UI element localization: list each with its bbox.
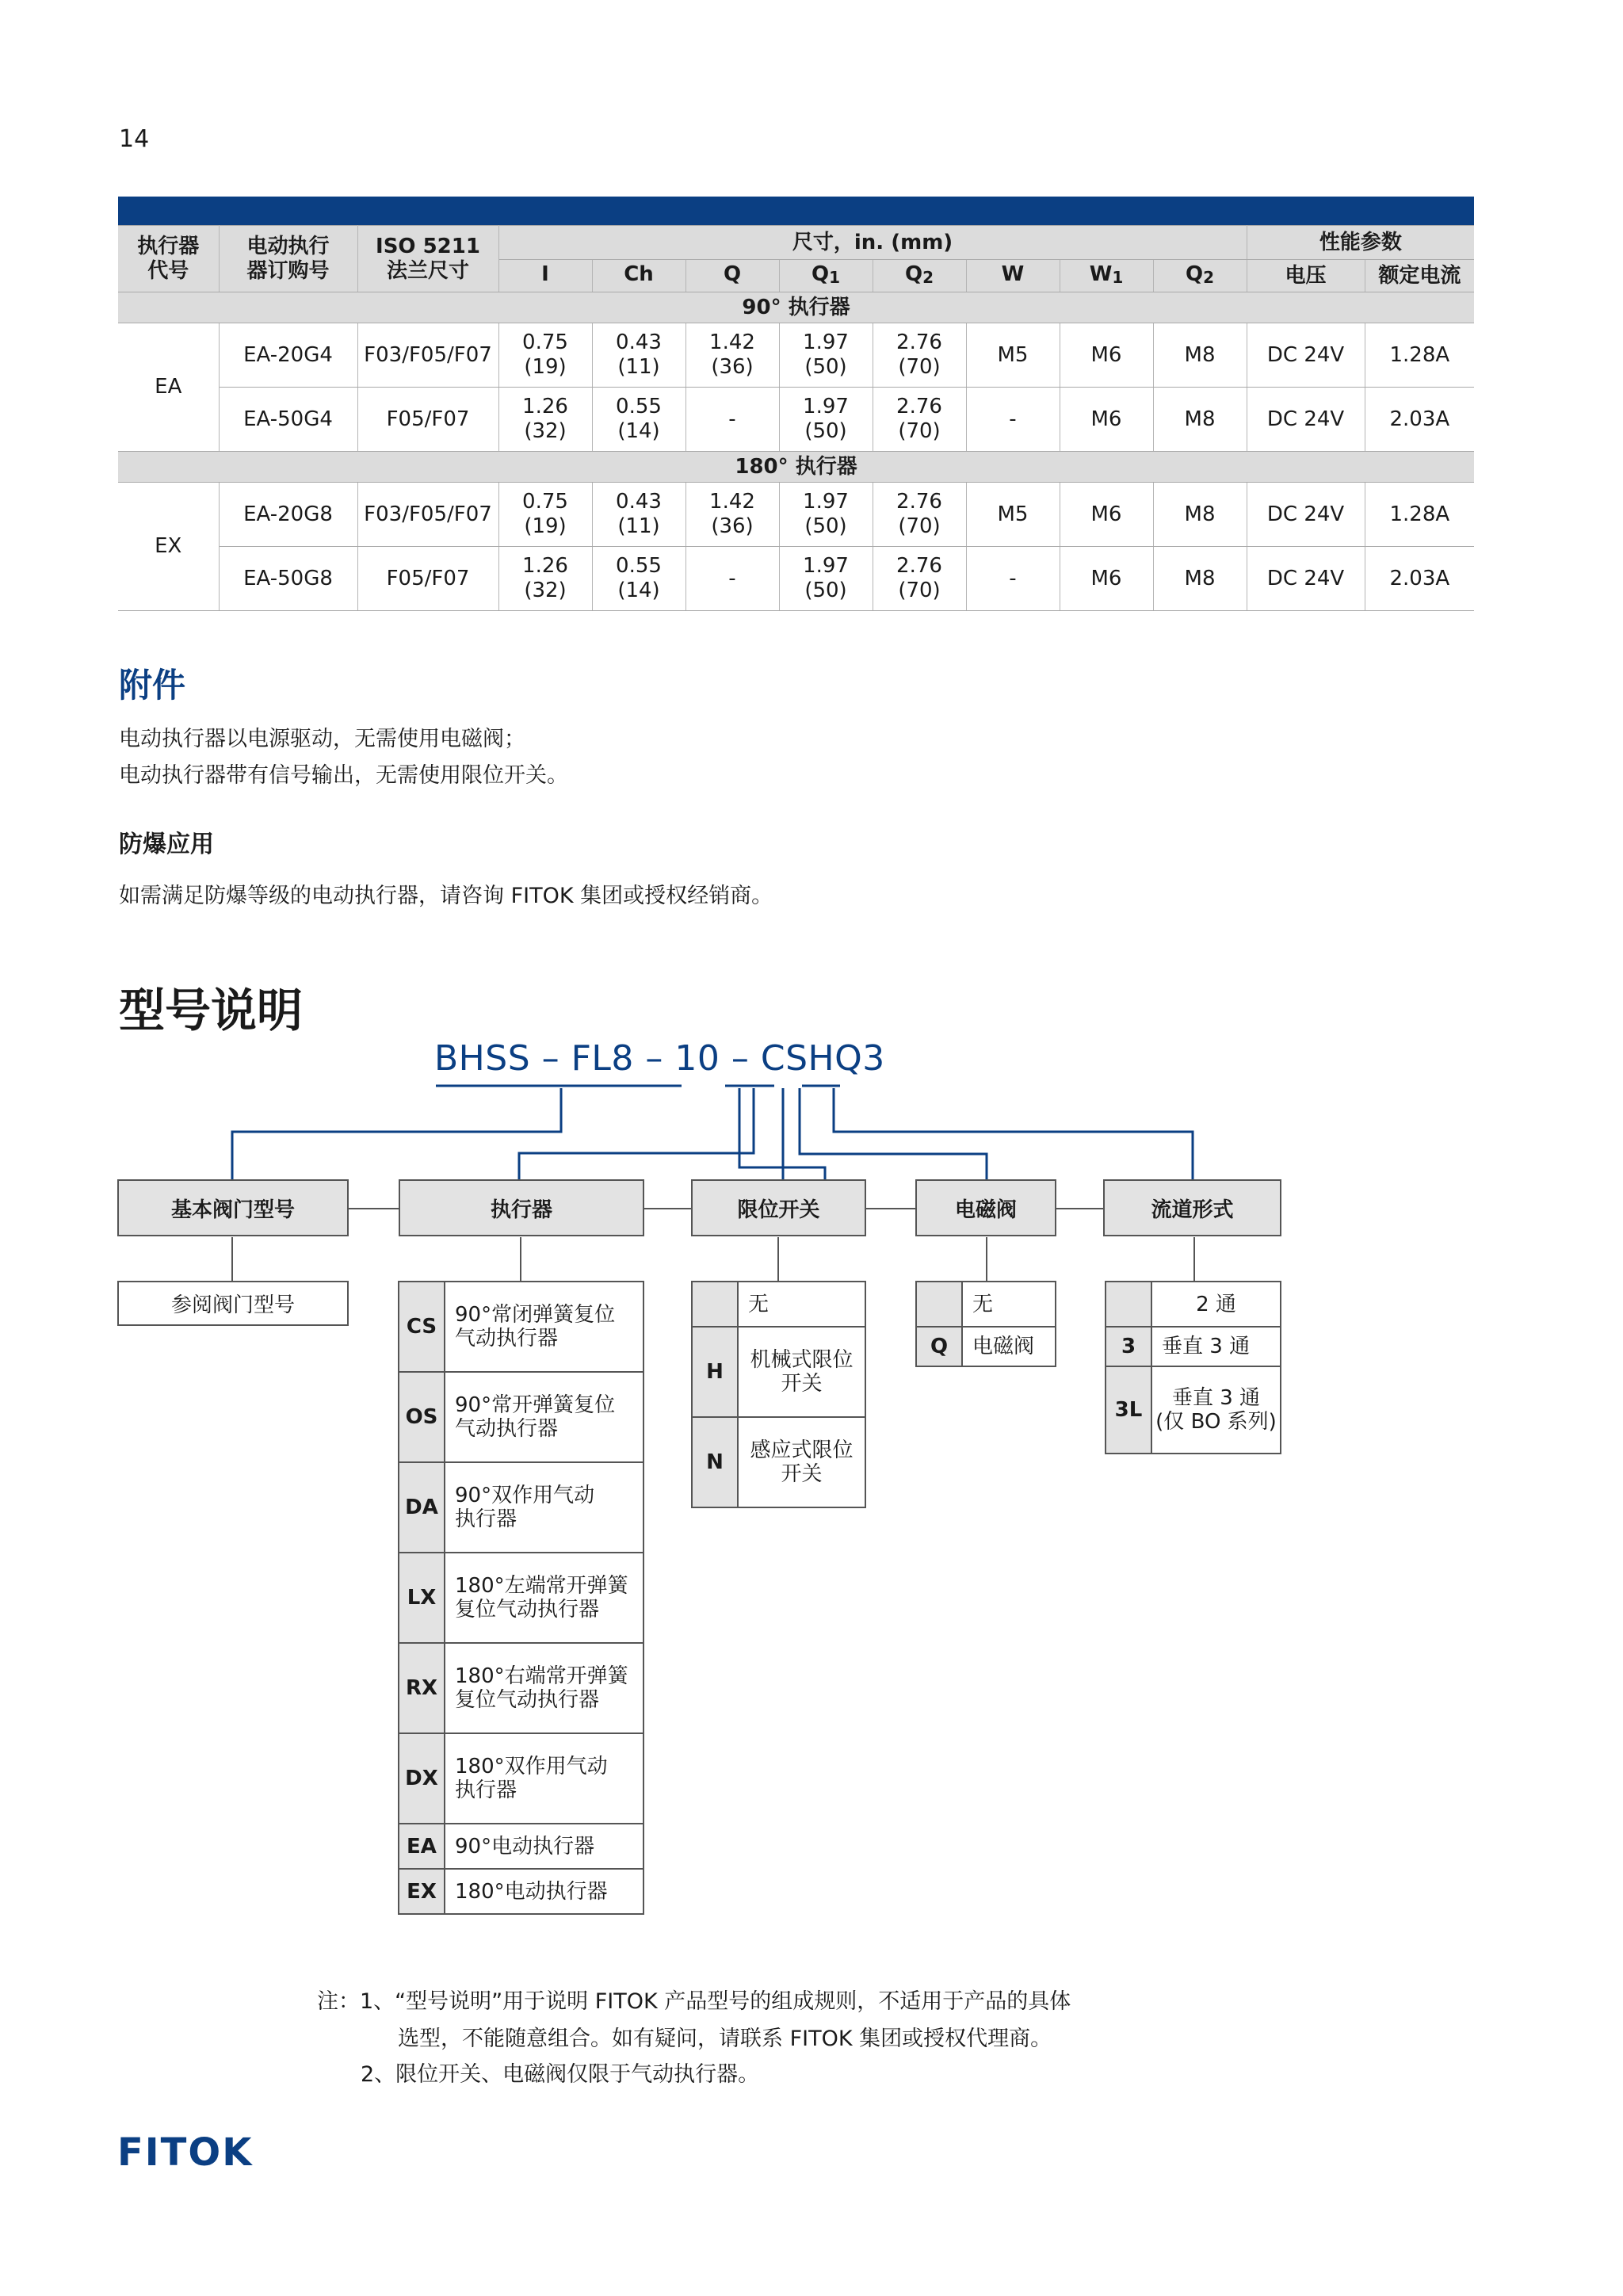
dimension-value: 1.42 <box>709 490 755 514</box>
option-description-line: 90°常开弹簧复位 <box>455 1393 616 1417</box>
option-description-line: 执行器 <box>455 1507 517 1531</box>
option-row <box>1106 1366 1281 1454</box>
option-description-line: 180°左端常开弹簧 <box>455 1574 628 1598</box>
option-code: N <box>692 1417 738 1507</box>
header-dim-col: $W_1$ <box>1060 260 1153 292</box>
option-description <box>445 1643 643 1733</box>
option-description-line: 90°常闭弹簧复位 <box>455 1303 616 1327</box>
dimension-value: 1.97 <box>803 554 849 578</box>
option-description <box>445 1733 643 1824</box>
dimension-value: 1.42 <box>709 330 755 354</box>
dimension-value: M5 <box>997 502 1029 526</box>
dimension-value: 1.97 <box>803 490 849 514</box>
option-code: CS <box>399 1282 445 1372</box>
option-code <box>692 1282 738 1327</box>
current-cell: 2.03A <box>1365 388 1474 452</box>
option-description-line: 电磁阀 <box>972 1335 1035 1358</box>
accessories-line: 电动执行器以电源驱动，无需使用电磁阀； <box>119 727 525 751</box>
option-description <box>445 1869 643 1914</box>
option-row <box>399 1643 643 1733</box>
dimension-value: 0.43 <box>616 490 662 514</box>
option-description-line: 垂直 3 通 <box>1171 1386 1261 1410</box>
order-no-cell: EA-50G4 <box>219 388 357 452</box>
iso-flange-cell: F05/F07 <box>357 388 498 452</box>
header-order-no: 电动执行 器订购号 <box>219 226 357 292</box>
option-description-line: 气动执行器 <box>455 1327 559 1350</box>
category-actuator: 执行器 <box>399 1179 644 1236</box>
category-flow-path: 流道形式 <box>1103 1179 1281 1236</box>
option-description-line: 垂直 3 通 <box>1162 1335 1251 1358</box>
option-description-line: 开关 <box>781 1462 823 1486</box>
dimension-value: (50) <box>804 419 847 443</box>
accessories-line: 电动执行器带有信号输出，无需使用限位开关。 <box>119 763 568 788</box>
option-description-line: 感应式限位 <box>750 1438 854 1462</box>
page-number: 14 <box>119 125 150 153</box>
base-valve-ref: 参阅阀门型号 <box>117 1281 349 1326</box>
option-row <box>399 1869 643 1914</box>
section-title: 180° 执行器 <box>118 452 1474 483</box>
header-dim-col: Ch <box>592 260 685 292</box>
option-code: OS <box>399 1372 445 1462</box>
dimension-value: - <box>1009 407 1017 431</box>
option-description-line: 90°电动执行器 <box>455 1834 595 1859</box>
voltage-cell: DC 24V <box>1247 483 1365 547</box>
option-code: DA <box>399 1462 445 1553</box>
solenoid-options <box>915 1281 1056 1367</box>
option-row <box>399 1462 643 1553</box>
option-description <box>1151 1327 1281 1366</box>
dimension-value: (11) <box>617 514 660 538</box>
dimension-value: (50) <box>804 579 847 602</box>
header-dimensions: 尺寸，in. (mm) <box>498 226 1247 260</box>
accessories-title: 附件 <box>119 666 186 705</box>
dimension-value: 0.75 <box>522 490 568 514</box>
option-row <box>692 1327 865 1417</box>
option-description-line: 2 通 <box>1196 1292 1236 1316</box>
dimension-value: (19) <box>524 355 567 379</box>
option-code: 3L <box>1106 1366 1151 1454</box>
dimension-value: (36) <box>711 355 754 379</box>
option-description-line: 180°右端常开弹簧 <box>455 1664 628 1688</box>
option-code <box>916 1282 962 1327</box>
current-cell: 2.03A <box>1365 547 1474 611</box>
option-description-line: 开关 <box>781 1372 823 1396</box>
option-description-line: 180°电动执行器 <box>455 1879 608 1904</box>
category-limit-switch: 限位开关 <box>691 1179 866 1236</box>
dimension-value: M8 <box>1184 342 1216 367</box>
dimension-value: M6 <box>1090 502 1122 526</box>
header-actuator-code: 执行器 代号 <box>118 226 219 292</box>
dimension-value: (36) <box>711 514 754 538</box>
order-no-cell: EA-20G8 <box>219 483 357 547</box>
dimension-value: 2.76 <box>896 490 942 514</box>
option-code: H <box>692 1327 738 1417</box>
option-row <box>399 1553 643 1643</box>
iso-flange-cell: F03/F05/F07 <box>357 323 498 388</box>
header-voltage: 电压 <box>1247 260 1365 292</box>
dimension-value: (14) <box>617 419 660 443</box>
header-dim-col: $Q_1$ <box>779 260 873 292</box>
category-base-valve: 基本阀门型号 <box>117 1179 349 1236</box>
dimension-value: M6 <box>1090 342 1122 367</box>
dimension-value: - <box>728 566 736 590</box>
order-no-cell: EA-20G4 <box>219 323 357 388</box>
option-description <box>445 1824 643 1869</box>
dimension-value: 2.76 <box>896 330 942 354</box>
flow-path-options <box>1105 1281 1281 1454</box>
model-title: 型号说明 <box>119 984 304 1037</box>
dimension-value: 2.76 <box>896 395 942 418</box>
option-code <box>1106 1282 1151 1327</box>
dimension-value: M8 <box>1184 407 1216 431</box>
dimension-value: (19) <box>524 514 567 538</box>
current-cell: 1.28A <box>1365 323 1474 388</box>
dimension-value: 0.55 <box>616 395 662 418</box>
dimension-value: M8 <box>1184 502 1216 526</box>
dimension-value: (32) <box>524 579 567 602</box>
voltage-cell: DC 24V <box>1247 547 1365 611</box>
dimension-value: M8 <box>1184 566 1216 590</box>
option-description-line: 机械式限位 <box>750 1348 854 1372</box>
limit-switch-options <box>691 1281 866 1508</box>
explosion-proof-text: 如需满足防爆等级的电动执行器，请咨询 FITOK 集团或授权经销商。 <box>119 884 773 908</box>
iso-flange-cell: F03/F05/F07 <box>357 483 498 547</box>
dimension-value: (70) <box>898 419 941 443</box>
option-row <box>1106 1327 1281 1366</box>
header-current: 额定电流 <box>1365 260 1474 292</box>
actuator-code-cell: EA <box>118 323 219 452</box>
dimension-value: (70) <box>898 514 941 538</box>
option-description <box>445 1282 643 1372</box>
dimension-value: (70) <box>898 579 941 602</box>
option-description-line: 90°双作用气动 <box>455 1484 595 1507</box>
option-description <box>738 1327 865 1417</box>
explosion-proof-title: 防爆应用 <box>119 831 214 858</box>
header-dim-col: W <box>966 260 1060 292</box>
dimension-value: M6 <box>1090 566 1122 590</box>
dimension-value: 1.26 <box>522 395 568 418</box>
option-description-line: 复位气动执行器 <box>455 1688 600 1712</box>
note-line-3: 2、限位开关、电磁阀仅限于气动执行器。 <box>361 2062 760 2087</box>
option-code: EA <box>399 1824 445 1869</box>
actuator-code-cell: EX <box>118 483 219 611</box>
option-row <box>399 1733 643 1824</box>
option-description-line: (仅 BO 系列) <box>1155 1410 1277 1434</box>
note-line-2: 选型，不能随意组合。如有疑问，请联系 FITOK 集团或授权代理商。 <box>398 2027 1052 2051</box>
header-performance: 性能参数 <box>1247 226 1474 260</box>
header-iso: ISO 5211 法兰尺寸 <box>357 226 498 292</box>
option-description <box>738 1282 865 1327</box>
option-row <box>399 1372 643 1462</box>
option-description <box>445 1372 643 1462</box>
dimension-value: (11) <box>617 355 660 379</box>
dimension-value: 0.55 <box>616 554 662 578</box>
option-row <box>1106 1282 1281 1327</box>
dimension-value: 1.97 <box>803 330 849 354</box>
section-title: 90° 执行器 <box>118 292 1474 323</box>
dimension-value: - <box>728 407 736 431</box>
option-description <box>962 1282 1056 1327</box>
actuator-options <box>398 1281 644 1915</box>
voltage-cell: DC 24V <box>1247 323 1365 388</box>
option-row <box>692 1417 865 1507</box>
category-solenoid: 电磁阀 <box>915 1179 1056 1236</box>
option-description <box>962 1327 1056 1366</box>
option-description <box>738 1417 865 1507</box>
option-row <box>399 1282 643 1372</box>
header-dim-col: Q <box>685 260 779 292</box>
dimension-value: - <box>1009 566 1017 590</box>
header-dim-col: I <box>498 260 592 292</box>
dimension-value: 0.43 <box>616 330 662 354</box>
option-description-line: 执行器 <box>455 1778 517 1802</box>
option-description <box>445 1553 643 1643</box>
voltage-cell: DC 24V <box>1247 388 1365 452</box>
option-code: EX <box>399 1869 445 1914</box>
dimension-value: 1.26 <box>522 554 568 578</box>
option-code: Q <box>916 1327 962 1366</box>
option-description-line: 气动执行器 <box>455 1417 559 1441</box>
option-row <box>916 1327 1056 1366</box>
header-dim-col: $Q_2$ <box>873 260 966 292</box>
option-code: RX <box>399 1643 445 1733</box>
option-description <box>445 1462 643 1553</box>
dimension-value: M6 <box>1090 407 1122 431</box>
option-code: DX <box>399 1733 445 1824</box>
option-description-line: 无 <box>748 1292 769 1316</box>
dimension-value: (50) <box>804 514 847 538</box>
option-description <box>1151 1282 1281 1327</box>
dimension-value: (14) <box>617 579 660 602</box>
dimension-value: 0.75 <box>522 330 568 354</box>
option-code: LX <box>399 1553 445 1643</box>
iso-flange-cell: F05/F07 <box>357 547 498 611</box>
header-dim-col: $Q_2$ <box>1153 260 1247 292</box>
dimension-value: (32) <box>524 419 567 443</box>
option-row <box>692 1282 865 1327</box>
dimension-value: 2.76 <box>896 554 942 578</box>
option-description <box>1151 1366 1281 1454</box>
order-no-cell: EA-50G8 <box>219 547 357 611</box>
dimension-value: (50) <box>804 355 847 379</box>
option-row <box>916 1282 1056 1327</box>
dimension-value: 1.97 <box>803 395 849 418</box>
fitok-logo: FITOK <box>117 2130 254 2175</box>
option-description-line: 复位气动执行器 <box>455 1598 600 1622</box>
option-description-line: 无 <box>972 1292 994 1316</box>
option-description-line: 180°双作用气动 <box>455 1755 608 1778</box>
dimension-value: (70) <box>898 355 941 379</box>
model-code: BHSS – FL8 – 10 – CSHQ3 <box>434 1038 885 1079</box>
option-row <box>399 1824 643 1869</box>
note-line-1: 注：1、“型号说明”用于说明 FITOK 产品型号的组成规则，不适用于产品的具体 <box>317 1989 1071 2014</box>
option-code: 3 <box>1106 1327 1151 1366</box>
dimension-value: M5 <box>997 342 1029 367</box>
current-cell: 1.28A <box>1365 483 1474 547</box>
